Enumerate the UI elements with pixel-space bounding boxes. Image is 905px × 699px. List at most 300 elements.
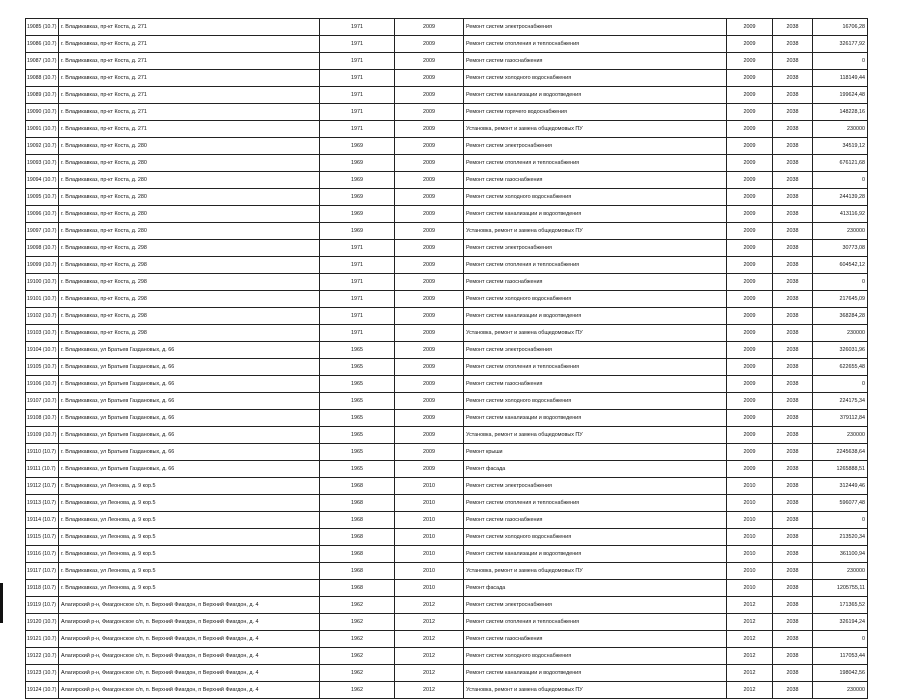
last-repair-year-cell: 2009	[395, 342, 464, 359]
plan-start-cell: 2009	[727, 393, 773, 410]
record-id-cell: 19111 (10.7)	[26, 461, 59, 478]
address-cell: Алагирский р-н, Фиагдонское с/п, п. Верхний Фиагдон, п Верхний Фиагдон, д. 4	[59, 614, 320, 631]
year-built-cell: 1969	[320, 223, 395, 240]
year-built-cell: 1971	[320, 53, 395, 70]
table-row	[26, 138, 868, 155]
address-cell: Алагирский р-н, Фиагдонское с/п, п. Верхний Фиагдон, п Верхний Фиагдон, д. 4	[59, 682, 320, 699]
last-repair-year-cell: 2012	[395, 614, 464, 631]
plan-end-cell: 2038	[773, 172, 813, 189]
plan-end-cell: 2038	[773, 325, 813, 342]
record-id-cell: 19094 (10.7)	[26, 172, 59, 189]
cost-cell: 622655,48	[813, 359, 868, 376]
record-id-cell: 19104 (10.7)	[26, 342, 59, 359]
table-row	[26, 155, 868, 172]
work-type-cell: Ремонт систем газоснабжения	[464, 172, 727, 189]
last-repair-year-cell: 2009	[395, 155, 464, 172]
record-id-cell: 19109 (10.7)	[26, 427, 59, 444]
address-cell: г. Владикавказ, пр-кт Коста, д. 280	[59, 172, 320, 189]
plan-start-cell: 2009	[727, 342, 773, 359]
plan-start-cell: 2009	[727, 138, 773, 155]
work-type-cell: Ремонт систем электроснабжения	[464, 478, 727, 495]
plan-start-cell: 2009	[727, 70, 773, 87]
work-type-cell: Ремонт систем электроснабжения	[464, 342, 727, 359]
plan-end-cell: 2038	[773, 189, 813, 206]
plan-start-cell: 2009	[727, 325, 773, 342]
last-repair-year-cell: 2009	[395, 36, 464, 53]
work-type-cell: Установка, ремонт и замена общедомовых ПУ	[464, 325, 727, 342]
cost-cell: 244139,28	[813, 189, 868, 206]
plan-start-cell: 2009	[727, 104, 773, 121]
plan-end-cell: 2038	[773, 240, 813, 257]
cost-cell: 0	[813, 376, 868, 393]
address-cell: г. Владикавказ, ул Братьев Газдановых, д. 66	[59, 427, 320, 444]
work-type-cell: Ремонт систем отопления и теплоснабжения	[464, 155, 727, 172]
plan-start-cell: 2012	[727, 665, 773, 682]
address-cell: Алагирский р-н, Фиагдонское с/п, п. Верхний Фиагдон, п Верхний Фиагдон, д. 4	[59, 665, 320, 682]
cost-cell: 224175,34	[813, 393, 868, 410]
table-row	[26, 580, 868, 597]
work-type-cell: Ремонт систем газоснабжения	[464, 631, 727, 648]
cost-cell: 230000	[813, 325, 868, 342]
last-repair-year-cell: 2009	[395, 376, 464, 393]
record-id-cell: 19092 (10.7)	[26, 138, 59, 155]
year-built-cell: 1971	[320, 325, 395, 342]
table-row	[26, 257, 868, 274]
year-built-cell: 1969	[320, 206, 395, 223]
address-cell: г. Владикавказ, ул Братьев Газдановых, д. 66	[59, 359, 320, 376]
cost-cell: 230000	[813, 563, 868, 580]
table-row	[26, 546, 868, 563]
address-cell: г. Владикавказ, ул Леонова, д. 9 кор.5	[59, 512, 320, 529]
cost-cell: 676121,68	[813, 155, 868, 172]
address-cell: г. Владикавказ, ул Леонова, д. 9 кор.5	[59, 495, 320, 512]
last-repair-year-cell: 2012	[395, 631, 464, 648]
table-row	[26, 444, 868, 461]
table-row	[26, 240, 868, 257]
work-type-cell: Ремонт крыши	[464, 444, 727, 461]
plan-start-cell: 2009	[727, 121, 773, 138]
last-repair-year-cell: 2009	[395, 427, 464, 444]
record-id-cell: 19093 (10.7)	[26, 155, 59, 172]
last-repair-year-cell: 2009	[395, 240, 464, 257]
cost-cell: 230000	[813, 121, 868, 138]
work-type-cell: Установка, ремонт и замена общедомовых ПУ	[464, 427, 727, 444]
work-type-cell: Ремонт систем холодного водоснабжения	[464, 393, 727, 410]
plan-start-cell: 2009	[727, 359, 773, 376]
plan-end-cell: 2038	[773, 631, 813, 648]
plan-end-cell: 2038	[773, 580, 813, 597]
cost-cell: 16706,28	[813, 19, 868, 36]
last-repair-year-cell: 2009	[395, 257, 464, 274]
table-row	[26, 563, 868, 580]
table-row	[26, 495, 868, 512]
plan-start-cell: 2012	[727, 597, 773, 614]
table-row	[26, 308, 868, 325]
plan-end-cell: 2038	[773, 478, 813, 495]
last-repair-year-cell: 2009	[395, 410, 464, 427]
cost-cell: 230000	[813, 427, 868, 444]
table-row	[26, 410, 868, 427]
plan-end-cell: 2038	[773, 87, 813, 104]
record-id-cell: 19085 (10.7)	[26, 19, 59, 36]
address-cell: г. Владикавказ, ул Братьев Газдановых, д. 66	[59, 342, 320, 359]
table-row	[26, 325, 868, 342]
address-cell: г. Владикавказ, пр-кт Коста, д. 271	[59, 19, 320, 36]
table-row	[26, 121, 868, 138]
work-type-cell: Ремонт систем газоснабжения	[464, 512, 727, 529]
work-type-cell: Ремонт систем холодного водоснабжения	[464, 529, 727, 546]
work-type-cell: Ремонт систем газоснабжения	[464, 274, 727, 291]
year-built-cell: 1971	[320, 70, 395, 87]
plan-end-cell: 2038	[773, 393, 813, 410]
last-repair-year-cell: 2010	[395, 563, 464, 580]
address-cell: г. Владикавказ, ул Братьев Газдановых, д. 66	[59, 410, 320, 427]
year-built-cell: 1965	[320, 410, 395, 427]
table-row	[26, 223, 868, 240]
year-built-cell: 1962	[320, 631, 395, 648]
record-id-cell: 19090 (10.7)	[26, 104, 59, 121]
plan-end-cell: 2038	[773, 563, 813, 580]
year-built-cell: 1968	[320, 563, 395, 580]
last-repair-year-cell: 2012	[395, 648, 464, 665]
plan-end-cell: 2038	[773, 121, 813, 138]
work-type-cell: Установка, ремонт и замена общедомовых ПУ	[464, 121, 727, 138]
plan-end-cell: 2038	[773, 427, 813, 444]
year-built-cell: 1971	[320, 291, 395, 308]
work-type-cell: Установка, ремонт и замена общедомовых ПУ	[464, 563, 727, 580]
address-cell: г. Владикавказ, пр-кт Коста, д. 298	[59, 240, 320, 257]
year-built-cell: 1962	[320, 665, 395, 682]
record-id-cell: 19089 (10.7)	[26, 87, 59, 104]
plan-start-cell: 2009	[727, 461, 773, 478]
record-id-cell: 19091 (10.7)	[26, 121, 59, 138]
year-built-cell: 1965	[320, 393, 395, 410]
cost-cell: 604542,12	[813, 257, 868, 274]
address-cell: г. Владикавказ, пр-кт Коста, д. 271	[59, 87, 320, 104]
plan-start-cell: 2009	[727, 410, 773, 427]
table-row	[26, 376, 868, 393]
last-repair-year-cell: 2009	[395, 393, 464, 410]
cost-cell: 217645,09	[813, 291, 868, 308]
work-type-cell: Ремонт систем холодного водоснабжения	[464, 291, 727, 308]
year-built-cell: 1971	[320, 104, 395, 121]
record-id-cell: 19122 (10.7)	[26, 648, 59, 665]
address-cell: г. Владикавказ, пр-кт Коста, д. 298	[59, 308, 320, 325]
table-row	[26, 512, 868, 529]
plan-end-cell: 2038	[773, 104, 813, 121]
record-id-cell: 19113 (10.7)	[26, 495, 59, 512]
plan-start-cell: 2009	[727, 223, 773, 240]
last-repair-year-cell: 2009	[395, 359, 464, 376]
last-repair-year-cell: 2009	[395, 53, 464, 70]
work-type-cell: Ремонт систем электроснабжения	[464, 19, 727, 36]
table-row	[26, 427, 868, 444]
cost-cell: 230000	[813, 223, 868, 240]
address-cell: г. Владикавказ, пр-кт Коста, д. 298	[59, 257, 320, 274]
plan-start-cell: 2012	[727, 648, 773, 665]
record-id-cell: 19098 (10.7)	[26, 240, 59, 257]
plan-end-cell: 2038	[773, 410, 813, 427]
cost-cell: 213520,34	[813, 529, 868, 546]
cost-cell: 1205755,11	[813, 580, 868, 597]
table-row	[26, 19, 868, 36]
address-cell: г. Владикавказ, пр-кт Коста, д. 271	[59, 53, 320, 70]
plan-start-cell: 2009	[727, 291, 773, 308]
work-type-cell: Ремонт систем отопления и теплоснабжения	[464, 614, 727, 631]
address-cell: Алагирский р-н, Фиагдонское с/п, п. Верхний Фиагдон, п Верхний Фиагдон, д. 4	[59, 597, 320, 614]
table-row	[26, 36, 868, 53]
year-built-cell: 1969	[320, 172, 395, 189]
cost-cell: 148228,16	[813, 104, 868, 121]
address-cell: г. Владикавказ, ул Леонова, д. 9 кор.5	[59, 529, 320, 546]
record-id-cell: 19086 (10.7)	[26, 36, 59, 53]
year-built-cell: 1971	[320, 274, 395, 291]
plan-start-cell: 2010	[727, 529, 773, 546]
plan-start-cell: 2010	[727, 563, 773, 580]
work-type-cell: Ремонт систем горячего водоснабжения	[464, 104, 727, 121]
year-built-cell: 1962	[320, 682, 395, 699]
record-id-cell: 19106 (10.7)	[26, 376, 59, 393]
table-row	[26, 53, 868, 70]
plan-start-cell: 2009	[727, 53, 773, 70]
plan-end-cell: 2038	[773, 665, 813, 682]
year-built-cell: 1971	[320, 87, 395, 104]
plan-start-cell: 2010	[727, 512, 773, 529]
address-cell: г. Владикавказ, ул Братьев Газдановых, д. 66	[59, 393, 320, 410]
record-id-cell: 19118 (10.7)	[26, 580, 59, 597]
cost-cell: 0	[813, 512, 868, 529]
record-id-cell: 19087 (10.7)	[26, 53, 59, 70]
work-type-cell: Ремонт систем газоснабжения	[464, 376, 727, 393]
plan-start-cell: 2009	[727, 376, 773, 393]
plan-start-cell: 2009	[727, 155, 773, 172]
cost-cell: 171365,52	[813, 597, 868, 614]
record-id-cell: 19099 (10.7)	[26, 257, 59, 274]
work-type-cell: Ремонт систем электроснабжения	[464, 597, 727, 614]
record-id-cell: 19114 (10.7)	[26, 512, 59, 529]
year-built-cell: 1968	[320, 512, 395, 529]
plan-start-cell: 2009	[727, 172, 773, 189]
plan-start-cell: 2009	[727, 87, 773, 104]
plan-end-cell: 2038	[773, 512, 813, 529]
cost-cell: 199624,48	[813, 87, 868, 104]
plan-end-cell: 2038	[773, 444, 813, 461]
cost-cell: 117053,44	[813, 648, 868, 665]
year-built-cell: 1971	[320, 19, 395, 36]
address-cell: г. Владикавказ, пр-кт Коста, д. 271	[59, 36, 320, 53]
work-type-cell: Ремонт систем канализации и водоотведения	[464, 308, 727, 325]
record-id-cell: 19102 (10.7)	[26, 308, 59, 325]
last-repair-year-cell: 2009	[395, 70, 464, 87]
plan-end-cell: 2038	[773, 376, 813, 393]
last-repair-year-cell: 2009	[395, 325, 464, 342]
cost-cell: 1265888,51	[813, 461, 868, 478]
plan-end-cell: 2038	[773, 359, 813, 376]
address-cell: г. Владикавказ, ул Братьев Газдановых, д. 66	[59, 376, 320, 393]
address-cell: г. Владикавказ, пр-кт Коста, д. 280	[59, 223, 320, 240]
work-type-cell: Ремонт систем отопления и теплоснабжения	[464, 495, 727, 512]
cost-cell: 230000	[813, 682, 868, 699]
record-id-cell: 19103 (10.7)	[26, 325, 59, 342]
cost-cell: 0	[813, 274, 868, 291]
address-cell: г. Владикавказ, ул Леонова, д. 9 кор.5	[59, 580, 320, 597]
table-row	[26, 393, 868, 410]
year-built-cell: 1971	[320, 121, 395, 138]
year-built-cell: 1962	[320, 597, 395, 614]
last-repair-year-cell: 2009	[395, 274, 464, 291]
address-cell: г. Владикавказ, пр-кт Коста, д. 280	[59, 206, 320, 223]
plan-start-cell: 2010	[727, 495, 773, 512]
address-cell: г. Владикавказ, ул Братьев Газдановых, д. 66	[59, 444, 320, 461]
year-built-cell: 1968	[320, 546, 395, 563]
work-type-cell: Ремонт систем канализации и водоотведения	[464, 665, 727, 682]
record-id-cell: 19115 (10.7)	[26, 529, 59, 546]
table-body	[26, 19, 868, 699]
table-row	[26, 206, 868, 223]
last-repair-year-cell: 2009	[395, 206, 464, 223]
cost-cell: 0	[813, 631, 868, 648]
table-row	[26, 682, 868, 699]
work-type-cell: Ремонт систем газоснабжения	[464, 53, 727, 70]
address-cell: г. Владикавказ, ул Леонова, д. 9 кор.5	[59, 563, 320, 580]
plan-end-cell: 2038	[773, 495, 813, 512]
address-cell: г. Владикавказ, пр-кт Коста, д. 271	[59, 104, 320, 121]
plan-start-cell: 2009	[727, 36, 773, 53]
cost-cell: 0	[813, 172, 868, 189]
plan-end-cell: 2038	[773, 206, 813, 223]
year-built-cell: 1965	[320, 427, 395, 444]
table-row	[26, 274, 868, 291]
plan-start-cell: 2009	[727, 444, 773, 461]
last-repair-year-cell: 2012	[395, 597, 464, 614]
plan-start-cell: 2010	[727, 580, 773, 597]
address-cell: г. Владикавказ, ул Леонова, д. 9 кор.5	[59, 546, 320, 563]
plan-end-cell: 2038	[773, 19, 813, 36]
work-type-cell: Ремонт систем канализации и водоотведения	[464, 410, 727, 427]
plan-start-cell: 2009	[727, 240, 773, 257]
plan-end-cell: 2038	[773, 291, 813, 308]
year-built-cell: 1962	[320, 614, 395, 631]
plan-start-cell: 2009	[727, 274, 773, 291]
last-repair-year-cell: 2010	[395, 529, 464, 546]
last-repair-year-cell: 2009	[395, 104, 464, 121]
table-row	[26, 648, 868, 665]
cost-cell: 413116,92	[813, 206, 868, 223]
record-id-cell: 19107 (10.7)	[26, 393, 59, 410]
work-type-cell: Ремонт систем канализации и водоотведения	[464, 546, 727, 563]
cost-cell: 326194,24	[813, 614, 868, 631]
cost-cell: 361100,94	[813, 546, 868, 563]
record-id-cell: 19096 (10.7)	[26, 206, 59, 223]
year-built-cell: 1965	[320, 342, 395, 359]
plan-end-cell: 2038	[773, 36, 813, 53]
address-cell: г. Владикавказ, пр-кт Коста, д. 298	[59, 325, 320, 342]
address-cell: г. Владикавказ, пр-кт Коста, д. 271	[59, 121, 320, 138]
plan-end-cell: 2038	[773, 342, 813, 359]
record-id-cell: 19124 (10.7)	[26, 682, 59, 699]
record-id-cell: 19123 (10.7)	[26, 665, 59, 682]
year-built-cell: 1968	[320, 495, 395, 512]
last-repair-year-cell: 2009	[395, 172, 464, 189]
work-type-cell: Установка, ремонт и замена общедомовых ПУ	[464, 223, 727, 240]
cost-cell: 312449,46	[813, 478, 868, 495]
table-row	[26, 342, 868, 359]
year-built-cell: 1971	[320, 36, 395, 53]
work-type-cell: Ремонт систем отопления и теплоснабжения	[464, 36, 727, 53]
plan-end-cell: 2038	[773, 614, 813, 631]
record-id-cell: 19120 (10.7)	[26, 614, 59, 631]
plan-start-cell: 2009	[727, 427, 773, 444]
plan-end-cell: 2038	[773, 308, 813, 325]
address-cell: г. Владикавказ, пр-кт Коста, д. 280	[59, 138, 320, 155]
year-built-cell: 1962	[320, 648, 395, 665]
plan-end-cell: 2038	[773, 138, 813, 155]
plan-end-cell: 2038	[773, 257, 813, 274]
address-cell: г. Владикавказ, ул Братьев Газдановых, д. 66	[59, 461, 320, 478]
cost-cell: 0	[813, 53, 868, 70]
address-cell: г. Владикавказ, пр-кт Коста, д. 298	[59, 291, 320, 308]
last-repair-year-cell: 2009	[395, 19, 464, 36]
year-built-cell: 1969	[320, 189, 395, 206]
work-type-cell: Ремонт систем канализации и водоотведения	[464, 87, 727, 104]
table-row	[26, 529, 868, 546]
last-repair-year-cell: 2010	[395, 546, 464, 563]
last-repair-year-cell: 2009	[395, 308, 464, 325]
record-id-cell: 19116 (10.7)	[26, 546, 59, 563]
record-id-cell: 19097 (10.7)	[26, 223, 59, 240]
work-type-cell: Ремонт систем холодного водоснабжения	[464, 189, 727, 206]
last-repair-year-cell: 2009	[395, 87, 464, 104]
plan-start-cell: 2009	[727, 308, 773, 325]
year-built-cell: 1968	[320, 580, 395, 597]
record-id-cell: 19110 (10.7)	[26, 444, 59, 461]
plan-start-cell: 2012	[727, 614, 773, 631]
year-built-cell: 1971	[320, 257, 395, 274]
plan-end-cell: 2038	[773, 223, 813, 240]
work-type-cell: Ремонт систем холодного водоснабжения	[464, 70, 727, 87]
plan-end-cell: 2038	[773, 682, 813, 699]
plan-end-cell: 2038	[773, 461, 813, 478]
last-repair-year-cell: 2009	[395, 138, 464, 155]
cost-cell: 118149,44	[813, 70, 868, 87]
table-row	[26, 359, 868, 376]
plan-start-cell: 2012	[727, 631, 773, 648]
scan-edge-mark	[0, 583, 3, 623]
year-built-cell: 1968	[320, 478, 395, 495]
address-cell: г. Владикавказ, ул Леонова, д. 9 кор.5	[59, 478, 320, 495]
address-cell: г. Владикавказ, пр-кт Коста, д. 280	[59, 189, 320, 206]
plan-end-cell: 2038	[773, 529, 813, 546]
last-repair-year-cell: 2009	[395, 461, 464, 478]
work-type-cell: Ремонт систем холодного водоснабжения	[464, 648, 727, 665]
record-id-cell: 19088 (10.7)	[26, 70, 59, 87]
cost-cell: 326177,92	[813, 36, 868, 53]
work-type-cell: Ремонт фасада	[464, 461, 727, 478]
table-row	[26, 631, 868, 648]
table-row	[26, 189, 868, 206]
plan-start-cell: 2010	[727, 478, 773, 495]
record-id-cell: 19117 (10.7)	[26, 563, 59, 580]
record-id-cell: 19119 (10.7)	[26, 597, 59, 614]
year-built-cell: 1968	[320, 529, 395, 546]
capital-repair-table	[25, 18, 868, 699]
table-row	[26, 461, 868, 478]
cost-cell: 30773,08	[813, 240, 868, 257]
table-row	[26, 104, 868, 121]
cost-cell: 596077,48	[813, 495, 868, 512]
last-repair-year-cell: 2012	[395, 665, 464, 682]
cost-cell: 326031,96	[813, 342, 868, 359]
